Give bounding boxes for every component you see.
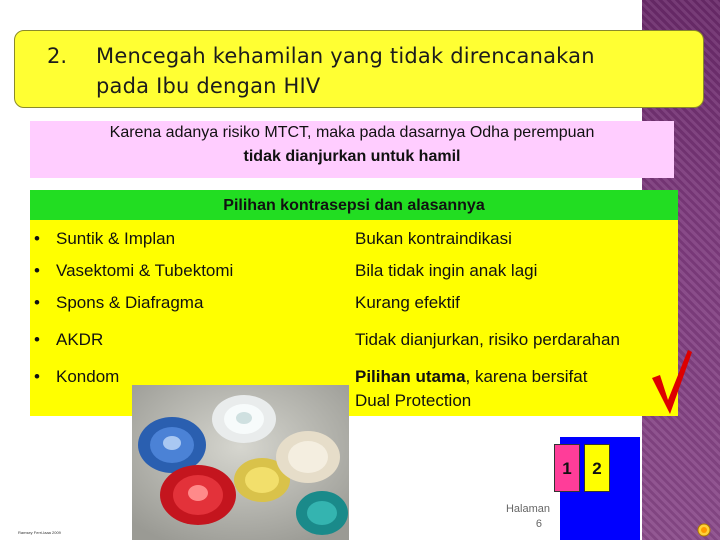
slide-nav-button-2[interactable]: 2 [584, 444, 610, 492]
condoms-photo [132, 385, 349, 540]
condoms-illustration [132, 385, 349, 540]
title-line-1: Mencegah kehamilan yang tidak direncanakan [96, 44, 595, 68]
method-label: Spons & Diafragma [56, 293, 204, 312]
table-row-method [34, 367, 119, 387]
reason-text: , karena bersifat [465, 367, 588, 386]
checkmark-icon-shape [650, 348, 694, 418]
bullet: • [34, 229, 40, 248]
method-label: Vasektomi & Tubektomi [56, 261, 234, 280]
reason-emphasis: Pilihan utama [355, 367, 466, 386]
footer-note: Ramsey Ferri-laaa 2009 [18, 530, 61, 535]
table-row-reason: Kurang efektif [355, 293, 460, 312]
table-row-reason: Bila tidak ingin anak lagi [355, 261, 538, 280]
title-line-2: pada Ibu dengan HIV [96, 74, 321, 98]
table-row-reason-line-2: Dual Protection [355, 391, 472, 410]
method-label: Suntik & Implan [56, 229, 176, 248]
table-row-reason [355, 367, 587, 387]
page-label: Halaman [505, 503, 550, 515]
checkmark-icon [650, 348, 694, 423]
table-row-reason: Tidak dianjurkan, risiko perdarahan [355, 330, 620, 349]
table-row-method [34, 229, 175, 249]
method-label: AKDR [56, 330, 104, 349]
bullet: • [34, 330, 40, 349]
bullet: • [34, 293, 40, 312]
page-number: 6 [535, 518, 542, 530]
bullet: • [34, 261, 40, 280]
title-number: 2. [47, 44, 68, 68]
table-header: Pilihan kontrasepsi dan alasannya [223, 197, 485, 214]
navigation-circle-icon-shape [697, 523, 711, 537]
bullet: • [34, 367, 40, 386]
method-label: Kondom [56, 367, 120, 386]
table-row-method [34, 293, 203, 313]
table-row-method [34, 330, 103, 350]
slide-nav-button-1[interactable]: 1 [554, 444, 580, 492]
table-row-reason: Bukan kontraindikasi [355, 229, 512, 248]
intro-text-line-2: tidak dianjurkan untuk hamil [243, 148, 461, 165]
navigation-circle-icon[interactable] [697, 523, 711, 537]
intro-text-line-1: Karena adanya risiko MTCT, maka pada dasarnya Odha perempuan [109, 124, 595, 141]
table-row-method [34, 261, 233, 281]
